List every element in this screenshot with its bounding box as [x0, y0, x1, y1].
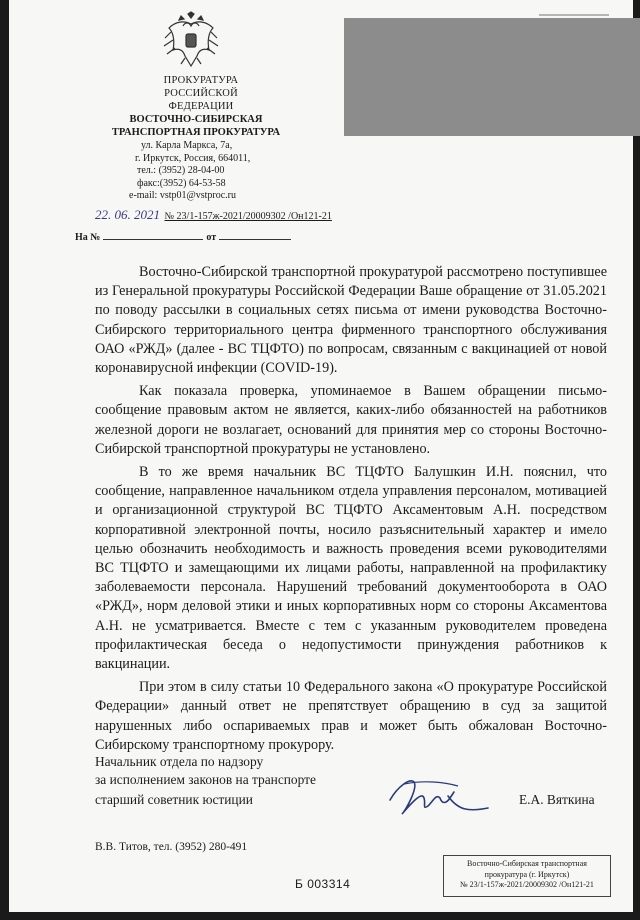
form-serial-number: Б 003314 [295, 877, 351, 891]
registration-stamp [443, 855, 611, 897]
paragraph: При этом в силу статьи 10 Федерального закона «О прокуратуре Российской Федерации» данный ответ не препятствует обращению в суд за защитой нарушенных либо оспариваемых прав и может быть обжалован Восточно-Сибирскому транспортному прокурору. [95, 679, 607, 753]
org-line-2: РОССИЙСКОЙ ФЕДЕРАЦИИ [164, 88, 238, 112]
signer-name: Е.А. Вяткина [519, 792, 595, 807]
position-line-1: Начальник отдела по надзору [95, 754, 264, 769]
paragraph: В то же время начальник ВС ТЦФТО Балушкин И.Н. пояснил, что сообщение, направленное начальником отдела управления персоналом, мотивацией и организационной структурой ВС ТЦФТО Аксаментовым А.Н. посредством корпоративной электронной почты, носило разъяснительный характер и имело целью обозначить необходимость и важность проведения всеми руководителями ВС ТЦФТО и замещающими их лицами работы, направленной на профилактику заболеваемости персонала. Нарушений требований документооборота в ОАО «РЖД», норм деловой этики и иных корпоративных норм со стороны Аксаментова А.Н. не усматривается. Вместе с тем с указанным руководителем проведена профилактическая беседа о недопустимости принуждения работников к вакцинации. [95, 464, 607, 673]
top-mark [539, 14, 609, 16]
prosecutor-office-title [101, 113, 291, 139]
letter-page [9, 0, 633, 912]
address-line: e-mail: vstp01@vstproc.ru [129, 190, 236, 201]
address-line: г. Иркутск, Россия, 664011, [135, 152, 251, 164]
rank: старший советник юстиции [95, 792, 253, 807]
handwritten-date: 22. 06. 2021 [95, 207, 160, 222]
title-line-2: ТРАНСПОРТНАЯ ПРОКУРАТУРА [111, 127, 281, 138]
stamp-line-3: № 23/1-157ж-2021/20009302 /Он121-21 [460, 880, 594, 889]
registration-line [95, 207, 332, 223]
redacted-recipient-block [344, 18, 640, 136]
executor-contact: В.В. Титов, тел. (3952) 280-491 [95, 841, 248, 853]
address-block [129, 140, 279, 203]
ot-label: от [206, 232, 217, 243]
paragraph: Как показала проверка, упоминаемое в Вашем обращении письмо-сообщение правовым актом не является, каких-либо обязанностей на работников железной дороги не возлагает, оснований для принятия мер со стороны Восточно-Сибирской транспортной прокуратуры не установлено. [95, 383, 607, 457]
address-line: ул. Карла Маркса, 7а, [141, 140, 233, 151]
letter-body [95, 263, 607, 759]
address-line: факс:(3952) 64-53-58 [137, 177, 226, 189]
title-line-1: ВОСТОЧНО-СИБИРСКАЯ [129, 114, 263, 125]
org-line-1: ПРОКУРАТУРА [163, 75, 239, 86]
paragraph: Восточно-Сибирской транспортной прокуратурой рассмотрено поступившее из Генеральной прокуратуры Российской Федерации Ваше обращение от 31.05.2021 по поводу рассылки в социальных сетях письма от имени руководства Восточно-Сибирского территориального центра фирменного транспортного обслуживания ОАО «РЖД» (далее - ВС ТЦФТО) по вопросам, связанным с вакцинацией от новой коронавирусной инфекции (COVID-19). [95, 264, 607, 377]
na-label: На № [75, 232, 101, 243]
blank-field [219, 239, 291, 240]
coat-of-arms-icon [161, 10, 221, 70]
reference-line [75, 232, 294, 243]
signature-block [95, 753, 615, 807]
address-line: тел.: (3952) 28-04-00 [137, 165, 225, 176]
blank-field [103, 239, 203, 240]
handwritten-signature [384, 770, 494, 820]
stamp-line-1: Восточно-Сибирская транспортная [467, 859, 587, 868]
registration-number: № 23/1-157ж-2021/20009302 /Он121-21 [164, 211, 332, 222]
position-line-2: за исполнением законов на транспорте [95, 772, 316, 787]
stamp-line-2: прокуратура (г. Иркутск) [484, 869, 570, 879]
